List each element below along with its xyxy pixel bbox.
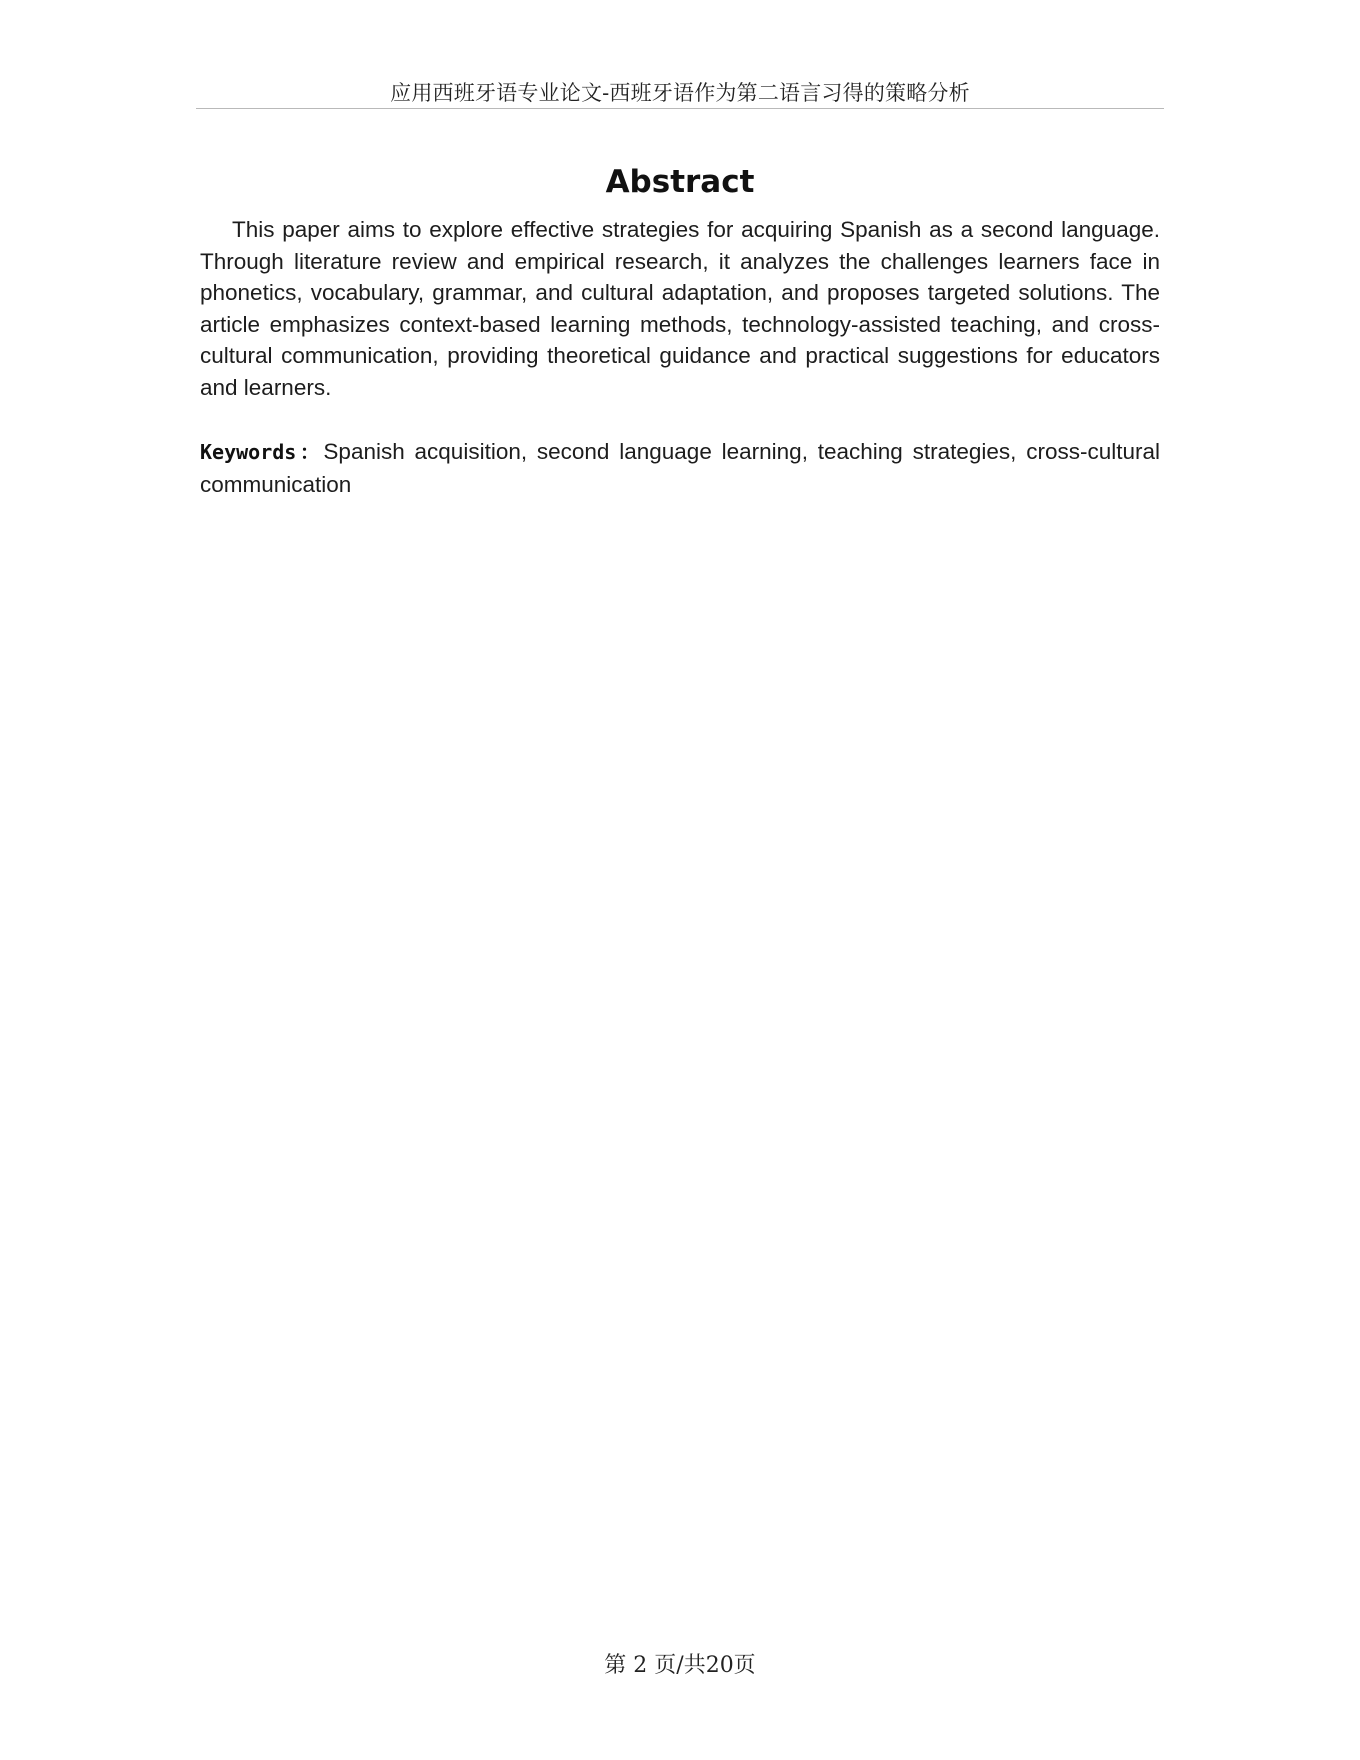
keywords-label: Keywords：: [200, 440, 324, 464]
abstract-heading: Abstract: [605, 164, 755, 200]
abstract-body: This paper aims to explore effective strategies for acquiring Spanish as a second language. Through literature review and empirical research, it analyzes the challenges learners face in phonetics, vocabulary, grammar, and cultural adaptation, and proposes targeted solutions. The article emphasizes context-based learning methods, technology-assisted teaching, and cross-cultural communication, providing theoretical guidance and practical suggestions for educators and learners.: [200, 217, 1160, 400]
keywords-text: Spanish acquisition, second language learning, teaching strategies, cross-cultural communication: [200, 439, 1160, 497]
page-number: 第 2 页/共20页: [604, 1653, 756, 1678]
header-divider: [196, 108, 1164, 109]
running-header: 应用西班牙语专业论文-西班牙语作为第二语言习得的策略分析: [390, 81, 970, 105]
keywords-line: [200, 436, 1160, 500]
